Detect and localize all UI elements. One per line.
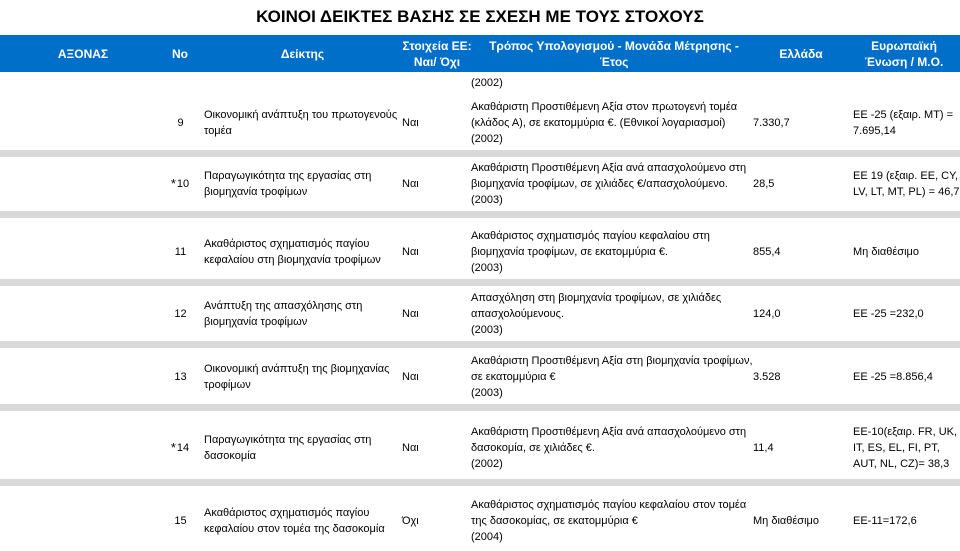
row-eu-data: Ναι bbox=[402, 246, 419, 258]
row-divider bbox=[0, 479, 960, 486]
row-greece: 7.330,7 bbox=[753, 117, 790, 129]
header-indicator: Δείκτης bbox=[280, 46, 325, 61]
row-calc: Ακαθάριστος σχηματισμός παγίου κεφαλαίου στη βιομηχανία τροφίμων, σε εκατομμύρια €. (2003) bbox=[471, 230, 710, 274]
row-number: 12 bbox=[174, 308, 187, 320]
row-eu-data: Όχι bbox=[402, 514, 419, 527]
row-number: * 10 bbox=[170, 176, 190, 191]
row-indicator: Οικονομική ανάπτυξη του πρωτογενούς τομέα bbox=[204, 109, 398, 137]
row-eu: ΕΕ -25 =8.856,4 bbox=[853, 371, 933, 383]
row-number: * 14 bbox=[170, 440, 190, 455]
header-no: Νο bbox=[172, 46, 188, 61]
table-row bbox=[0, 490, 960, 551]
row-indicator: Ακαθάριστος σχηματισμός παγίου κεφαλαίου στον τομέα της δασοκομία bbox=[204, 506, 385, 535]
row-divider bbox=[0, 341, 960, 348]
row-eu: Μη διαθέσιμο bbox=[853, 246, 919, 258]
row-calc: Ακαθάριστη Προστιθέμενη Αξία ανά απασχολούμενο στη βιομηχανία τροφίμων, σε χιλιάδες €/απασχολούμενο. (2003) bbox=[471, 162, 747, 206]
row-number: 9 bbox=[177, 117, 184, 129]
row-greece: 124,0 bbox=[753, 308, 781, 320]
row-indicator: Ακαθάριστος σχηματισμός παγίου κεφαλαίου στη βιομηχανία τροφίμων bbox=[204, 238, 381, 266]
row-indicator: Παραγωγικότητα της εργασίας στη δασοκομία bbox=[204, 434, 372, 462]
header-eu-data-line1: Στοιχεία ΕΕ: bbox=[402, 38, 472, 53]
prev-row-year: (2002) bbox=[471, 77, 503, 89]
header-eu-line1: Ευρωπαϊκή bbox=[871, 38, 937, 53]
row-number: 15 bbox=[174, 514, 187, 527]
row-calc: Ακαθάριστος σχηματισμός παγίου κεφαλαίου στον τομέα της δασοκομίας, σε εκατομμύρια € (2004) bbox=[471, 498, 747, 543]
table-row bbox=[0, 225, 960, 286]
row-greece: Μη διαθέσιμο bbox=[753, 514, 819, 527]
row-eu-data: Ναι bbox=[402, 308, 419, 320]
row-eu-data: Ναι bbox=[402, 442, 419, 454]
row-calc: Ακαθάριστη Προστιθέμενη Αξία ανά απασχολούμενο στη δασοκομία, σε χιλιάδες €. (2002) bbox=[471, 426, 747, 470]
row-eu: ΕΕ-11=172,6 bbox=[853, 514, 917, 527]
row-calc: Ακαθάριστη Προστιθέμενη Αξία στη βιομηχανία τροφίμων, σε εκατομμύρια € (2003) bbox=[471, 355, 753, 399]
row-eu: ΕΕ-10(εξαιρ. FR, UK, IT, ES, EL, FI, PT, AUT, NL, CZ)= 38,3 bbox=[853, 426, 958, 470]
row-eu-data: Ναι bbox=[402, 371, 419, 383]
row-eu: ΕΕ -25 (εξαιρ. ΜΤ) = 7.695,14 bbox=[853, 109, 954, 137]
row-calc: Απασχόληση στη βιομηχανία τροφίμων, σε χιλιάδες απασχολούμενους. (2003) bbox=[471, 292, 722, 336]
header-eu-data-line2: Ναι/ Όχι bbox=[413, 54, 461, 69]
row-eu-data: Ναι bbox=[402, 117, 419, 129]
header-greece: Ελλάδα bbox=[779, 46, 823, 61]
row-eu: ΕΕ -25 =232,0 bbox=[853, 308, 924, 320]
row-greece: 11,4 bbox=[753, 442, 774, 454]
row-greece: 28,5 bbox=[753, 178, 775, 190]
row-calc: Ακαθάριστη Προστιθέμενη Αξία στον πρωτογενή τομέα (κλάδος Α), σε εκατομμύρια €. (Εθνικοί λογαριασμοί) (2002) bbox=[471, 101, 738, 145]
row-divider bbox=[0, 211, 960, 218]
row-indicator: Παραγωγικότητα της εργασίας στη βιομηχανία τροφίμων bbox=[204, 170, 372, 198]
row-divider bbox=[0, 279, 960, 286]
row-eu: ΕΕ 19 (εξαιρ. ΕΕ, CY, LV, LT, MT, PL) = 46,7 bbox=[853, 170, 960, 198]
table-row bbox=[0, 157, 960, 218]
header-calc: Τρόπος Υπολογισμού - Μονάδα Μέτρησης - Έτος bbox=[489, 38, 739, 69]
table-header bbox=[0, 35, 960, 72]
page-title: ΚΟΙΝΟΙ ΔΕΙΚΤΕΣ ΒΑΣΗΣ ΣΕ ΣΧΕΣΗ ΜΕ ΤΟΥΣ ΣΤΟΧΟΥΣ bbox=[256, 7, 704, 26]
row-indicator: Ανάπτυξη της απασχόλησης στη βιομηχανία τροφίμων bbox=[204, 300, 363, 328]
row-divider bbox=[0, 404, 960, 411]
row-number: 13 bbox=[174, 371, 187, 383]
table-row bbox=[0, 350, 960, 411]
row-divider bbox=[0, 150, 960, 157]
row-indicator: Οικονομική ανάπτυξη της βιομηχανίας τροφίμων bbox=[204, 363, 390, 391]
row-number: 11 bbox=[174, 246, 187, 258]
row-eu-data: Ναι bbox=[402, 178, 419, 190]
row-greece: 855,4 bbox=[753, 246, 781, 258]
header-eu bbox=[848, 35, 960, 72]
table-row bbox=[0, 96, 960, 157]
header-eu-data bbox=[400, 35, 474, 72]
table-row bbox=[0, 417, 960, 486]
header-axis: ΑΞΟΝΑΣ bbox=[57, 46, 109, 61]
header-eu-line2: Ένωση / Μ.Ο. bbox=[864, 54, 944, 69]
row-greece: 3.528 bbox=[753, 371, 781, 383]
table-row bbox=[0, 287, 960, 348]
